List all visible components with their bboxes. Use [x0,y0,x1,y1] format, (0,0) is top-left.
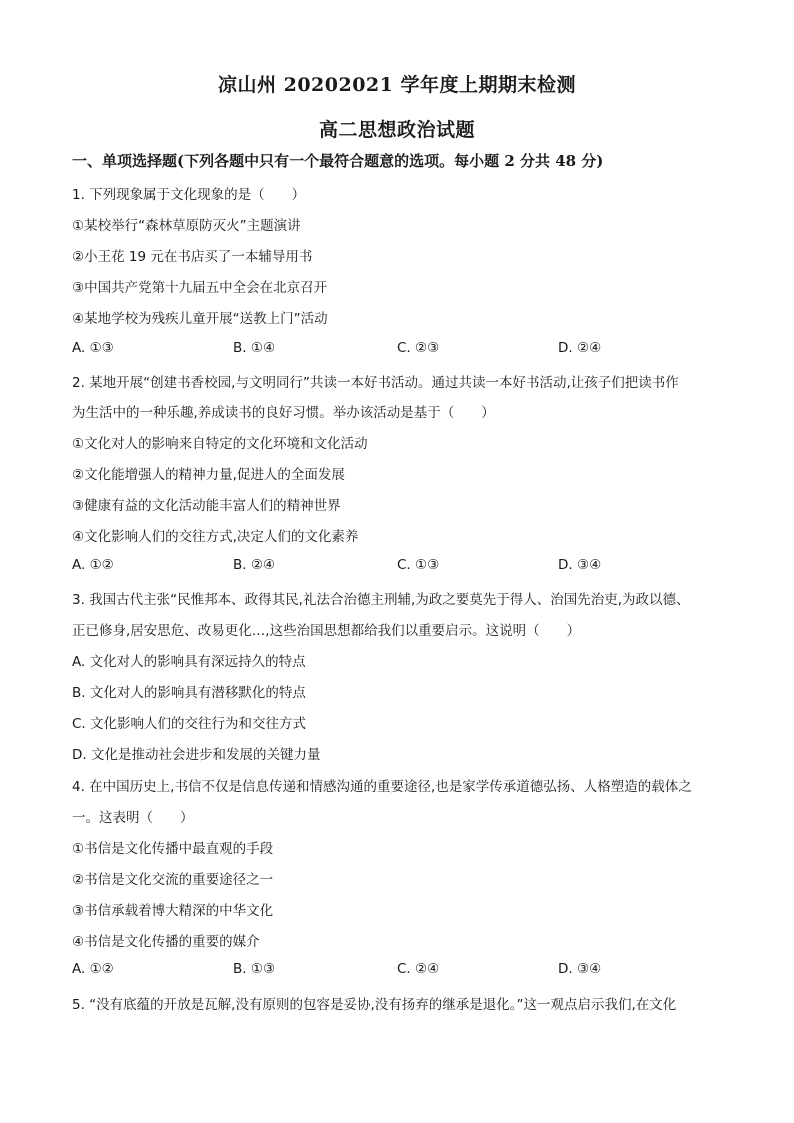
question-4-option-c: C. ②④ [397,961,440,977]
exam-subtitle: 高二思想政治试题 [318,119,475,141]
question-3-option-c: C. 文化影响人们的交往行为和交往方式 [72,716,307,732]
question-1-item: ①某校举行“森林草原防灭火”主题演讲 [72,218,301,234]
question-4-option-d: D. ③④ [558,961,602,977]
question-1-item: ④某地学校为残疾儿童开展“送教上门”活动 [72,311,328,327]
question-1-option-a: A. ①③ [72,340,114,356]
question-4-option-b: B. ①③ [233,961,276,977]
question-2-option-b: B. ②④ [233,557,276,573]
question-4-stem: 一。这表明（ ） [72,810,194,826]
question-2-option-d: D. ③④ [558,557,602,573]
question-2-item: ②文化能增强人的精神力量,促进人的全面发展 [72,467,345,483]
question-2-stem: 2. 某地开展“创建书香校园,与文明同行”共读一本好书活动。通过共读一本好书活动,让孩子们把读书作 [72,375,679,391]
exam-title: 凉山州 20202021 学年度上期期末检测 [218,74,576,96]
question-2-item: ④文化影响人们的交往方式,决定人们的文化素养 [72,529,359,545]
question-2-option-c: C. ①③ [397,557,440,573]
question-5-stem: 5. “没有底蕴的开放是瓦解,没有原则的包容是妥协,没有扬弃的继承是退化。”这一观点启示我们,在文化 [72,997,677,1013]
section-heading: 一、单项选择题(下列各题中只有一个最符合题意的选项。每小题 2 分共 48 分) [72,152,604,170]
question-1-option-d: D. ②④ [558,340,602,356]
question-1-item: ②小王花 19 元在书店买了一本辅导用书 [72,249,313,265]
question-4-item: ②书信是文化交流的重要途径之一 [72,872,274,888]
question-2-stem: 为生活中的一种乐趣,养成读书的良好习惯。举办该活动是基于（ ） [72,405,495,421]
question-4-item: ①书信是文化传播中最直观的手段 [72,841,274,857]
question-4-item: ③书信承载着博大精深的中华文化 [72,903,274,919]
question-3-option-a: A. 文化对人的影响具有深远持久的特点 [72,654,306,670]
question-1-item: ③中国共产党第十九届五中全会在北京召开 [72,280,328,296]
question-1-option-b: B. ①④ [233,340,276,356]
question-4-stem: 4. 在中国历史上,书信不仅是信息传递和情感沟通的重要途径,也是家学传承道德弘扬、人格塑造的载体之 [72,779,692,795]
question-4-option-a: A. ①② [72,961,114,977]
question-3-option-b: B. 文化对人的影响具有潜移默化的特点 [72,685,306,701]
question-2-item: ①文化对人的影响来自特定的文化环境和文化活动 [72,436,368,452]
question-3-stem: 3. 我国古代主张“民惟邦本、政得其民,礼法合治德主刑辅,为政之要莫先于得人、治国先治吏,为政以德、 [72,592,690,608]
question-2-option-a: A. ①② [72,557,114,573]
question-1-stem: 1. 下列现象属于文化现象的是（ ） [72,187,306,203]
question-4-item: ④书信是文化传播的重要的媒介 [72,934,260,950]
question-3-option-d: D. 文化是推动社会进步和发展的关键力量 [72,747,321,763]
question-2-item: ③健康有益的文化活动能丰富人们的精神世界 [72,498,341,514]
question-1-option-c: C. ②③ [397,340,440,356]
question-3-stem: 正已修身,居安思危、改易更化…,这些治国思想都给我们以重要启示。这说明（ ） [72,623,581,639]
